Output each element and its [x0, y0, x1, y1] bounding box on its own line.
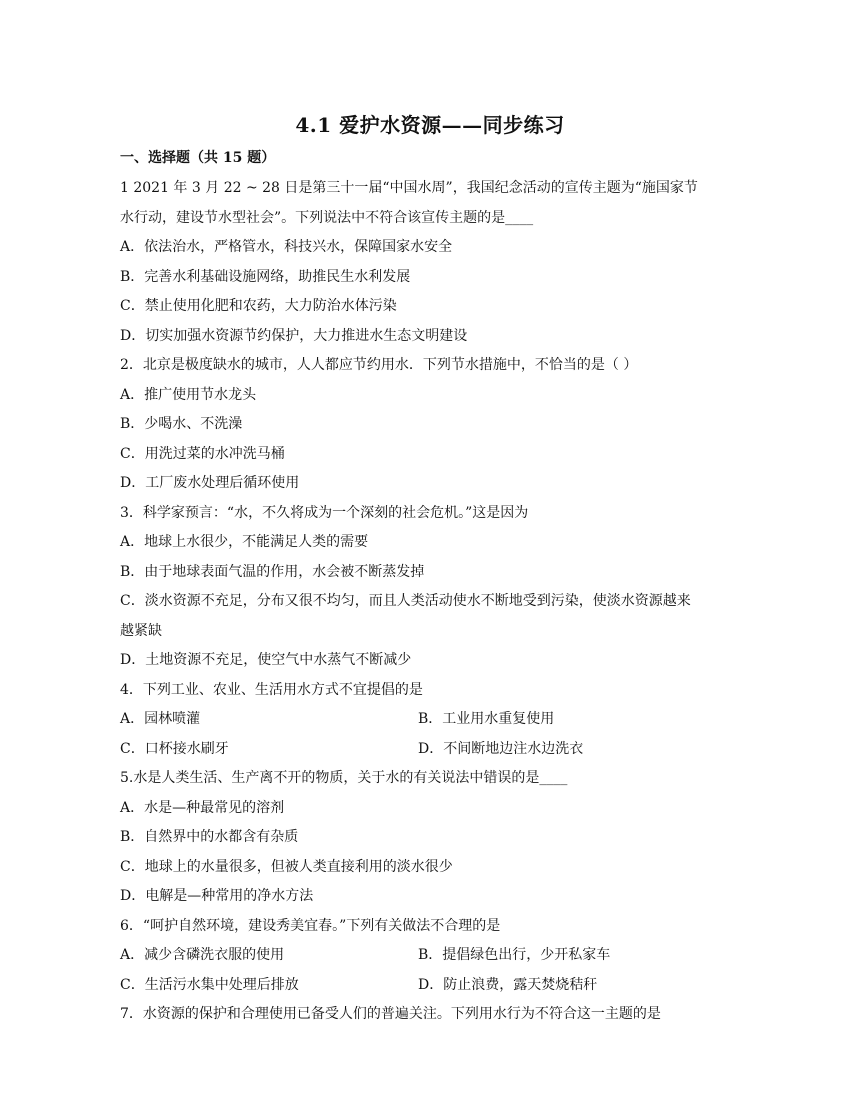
question-4-option-c: C．口杯接水刷牙 — [120, 740, 229, 757]
question-3-stem: 3．科学家预言：“水，不久将成为一个深刻的社会危机。”这是因为 — [120, 504, 529, 521]
question-6-stem: 6．“呵护自然环境，建设秀美宜春。”下列有关做法不合理的是 — [120, 917, 501, 934]
question-5-option-d: D．电解是—种常用的净水方法 — [120, 888, 314, 904]
question-2-stem: 2．北京是极度缺水的城市，人人都应节约用水．下列节水措施中，不恰当的是（ ） — [120, 357, 638, 373]
question-4-options-row-1 — [120, 705, 740, 735]
question-5-stem: 5.水是人类生活、生产离不开的物质，关于水的有关说法中错误的是____ — [120, 770, 568, 786]
question-3-option-c-line-2: 越紧缺 — [120, 622, 162, 639]
question-6-option-a: A．减少含磷洗衣服的使用 — [120, 947, 285, 963]
question-7-stem: 7．水资源的保护和合理使用已备受人们的普遍关注。下列用水行为不符合这一主题的是 — [120, 1006, 661, 1022]
question-6-option-d: D．防止浪费，露天焚烧秸秆 — [418, 976, 598, 993]
question-3-option-b: B．由于地球表面气温的作用，水会被不断蒸发掉 — [120, 563, 425, 580]
question-2-option-b: B．少喝水、不洗澡 — [120, 416, 243, 432]
question-3-option-d: D．土地资源不充足，使空气中水蒸气不断减少 — [120, 652, 412, 668]
question-5-option-b: B．自然界中的水都含有杂质 — [120, 829, 299, 845]
question-6-options-row-1 — [120, 941, 740, 971]
question-4-stem: 4．下列工业、农业、生活用水方式不宜提倡的是 — [120, 681, 423, 698]
question-1-stem-line-2: 水行动，建设节水型社会”。下列说法中不符合该宣传主题的是____ — [120, 209, 534, 226]
question-3-option-a: A．地球上水很少，不能满足人类的需要 — [120, 534, 369, 550]
question-6-option-c: C．生活污水集中处理后排放 — [120, 976, 299, 993]
question-1-option-b: B．完善水利基础设施网络，助推民生水利发展 — [120, 268, 411, 285]
question-4-option-a: A．园林喷灌 — [120, 711, 201, 727]
question-1-option-c: C．禁止使用化肥和农药，大力防治水体污染 — [120, 298, 397, 314]
question-3-option-c-line-1: C．淡水资源不充足，分布又很不均匀，而且人类活动使水不断地受到污染，使淡水资源越来 — [120, 593, 691, 609]
question-4-options-row-2 — [120, 735, 740, 765]
question-4-option-d: D．不间断地边注水边洗衣 — [418, 740, 584, 757]
question-6-option-b: B．提倡绿色出行，少开私家车 — [418, 947, 611, 963]
question-6-options-row-2 — [120, 971, 740, 1001]
question-1-stem-line-1: 1 2021 年 3 月 22 ~ 28 日是第三十一届“中国水周”，我国纪念活动的宣传主题为“施国家节 — [120, 180, 698, 196]
page-title: 4.1 爱护水资源——同步练习 — [295, 113, 565, 137]
question-2-option-d: D．工厂废水处理后循环使用 — [120, 475, 300, 491]
question-5-option-c: C．地球上的水量很多，但被人类直接利用的淡水很少 — [120, 858, 453, 875]
question-2-option-a: A．推广使用节水龙头 — [120, 386, 257, 403]
question-1-option-a: A．依法治水，严格管水，科技兴水，保障国家水安全 — [120, 239, 453, 255]
question-2-option-c: C．用洗过菜的水冲洗马桶 — [120, 445, 285, 462]
section-heading: 一、选择题（共 15 题） — [120, 150, 276, 166]
question-1-option-d: D．切实加强水资源节约保护，大力推进水生态文明建设 — [120, 327, 468, 344]
question-5-option-a: A．水是—种最常见的溶剂 — [120, 799, 285, 816]
question-4-option-b: B．工业用水重复使用 — [418, 711, 555, 727]
